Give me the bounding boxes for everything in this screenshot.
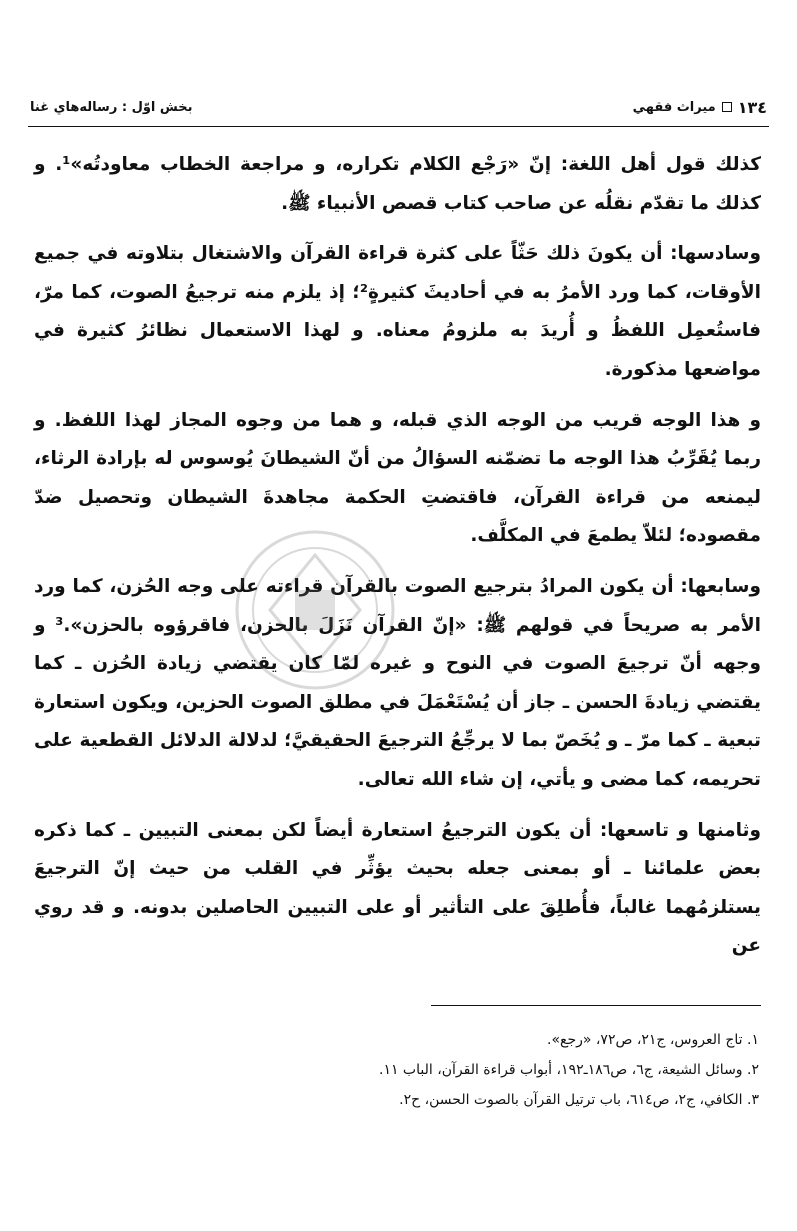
square-separator-icon [722,102,732,112]
footnotes [40,1025,759,1115]
footnote: ٢. وسائل الشيعة، ج٦، ص١٨٦ـ١٩٢، أبواب قراءة القرآن، الباب ١١. [378,1062,759,1078]
paragraph: وسادسها: أن يكونَ ذلك حَثّاً على كثرة قراءة القرآن والاشتغال بتلاوته في جميع الأوقات، كما ورد الأمرُ به في أحاديثَ كثيرةٍ²؛ إذ يلزم منه ترجيعُ الصوت، كما مرّ، فاستُعمِل اللفظُ و أُريدَ به ملزومُ معناه. و لهذا الاستعمال نظائرُ كثيرة في مواضعها مذكورة. [34,243,761,380]
header-title-group [633,98,767,117]
section-title: بخش اوّل : رساله‌هاي غنا [30,99,193,115]
paragraph: و هذا الوجه قريب من الوجه الذي قبله، و هما من وجوه المجاز لهذا اللفظ. و ربما يُقَرِّبُ هذا الوجه ما تضمّنه السؤالُ من أنّ الشيطانَ يُوسوس له بإرادة الرثاء، ليمنعه من قراءة القرآن، فاقتضتِ الحكمة مجاهدةَ الشيطان وتحصيل ضدّ مقصوده؛ لئلاّ يطمعَ في المكلَّف. [34,409,761,547]
paragraph: وسابعها: أن يكون المرادُ بترجيع الصوت بالقرآن قراءته على وجه الحُزن، كما ورد الأمر به صريحاً في قولهم ﷺ: «إنّ القرآن نَزَلَ بالحزن، فاقرؤوه بالحزن».³ و وجهه أنّ ترجيعَ الصوت في النوح و غيره لمّا كان يقتضي زيادة الحُزن ـ كما يقتضي زيادةَ الحسن ـ جاز أن يُسْتَعْمَلَ في مطلق الصوت الحزين، ويكون استعارة تبعية ـ كما مرّ ـ و يُخَصّ بما لا يرجِّعُ الترجيعَ الحقيقيَّ؛ لدلالة الدلائل القطعية على تحريمه، كما مضى و يأتي، إن شاء الله تعالى. [34,575,761,790]
page-number: ١٣٤ [737,97,767,117]
footnote: ١. تاج العروس، ج٢١، ص٧٢، «رجع». [547,1032,759,1048]
paragraph: كذلك قول أهل اللغة: إنّ «رَجْع الكلام تكراره، و مراجعة الخطاب معاودتُه»¹. و كذلك ما تقدّم نقلُه عن صاحب كتاب قصص الأنبياء ﷺ. [34,154,762,214]
library-seal-icon [230,525,400,695]
footnote: ٣. الكافي، ج٢، ص٦١٤، باب ترتيل القرآن بالصوت الحسن، ح٢. [399,1092,759,1108]
header-rule [28,126,769,127]
book-title: ميراث فقهي [632,99,716,115]
footnote-rule [431,1005,761,1006]
paragraph: وثامنها و تاسعها: أن يكون الترجيعُ استعارة أيضاً لكن بمعنى التبيين ـ كما ذكره بعض علمائنا ـ أو بمعنى جعله بحيث يؤثِّر في القلب من حيث إنّ الترجيعَ يستلزمُهما غالباً، فأُطلِقَ على التأثير أو على التبيين الحاصلين بدونه. و قد روي عن [34,819,761,957]
running-header [30,92,767,122]
